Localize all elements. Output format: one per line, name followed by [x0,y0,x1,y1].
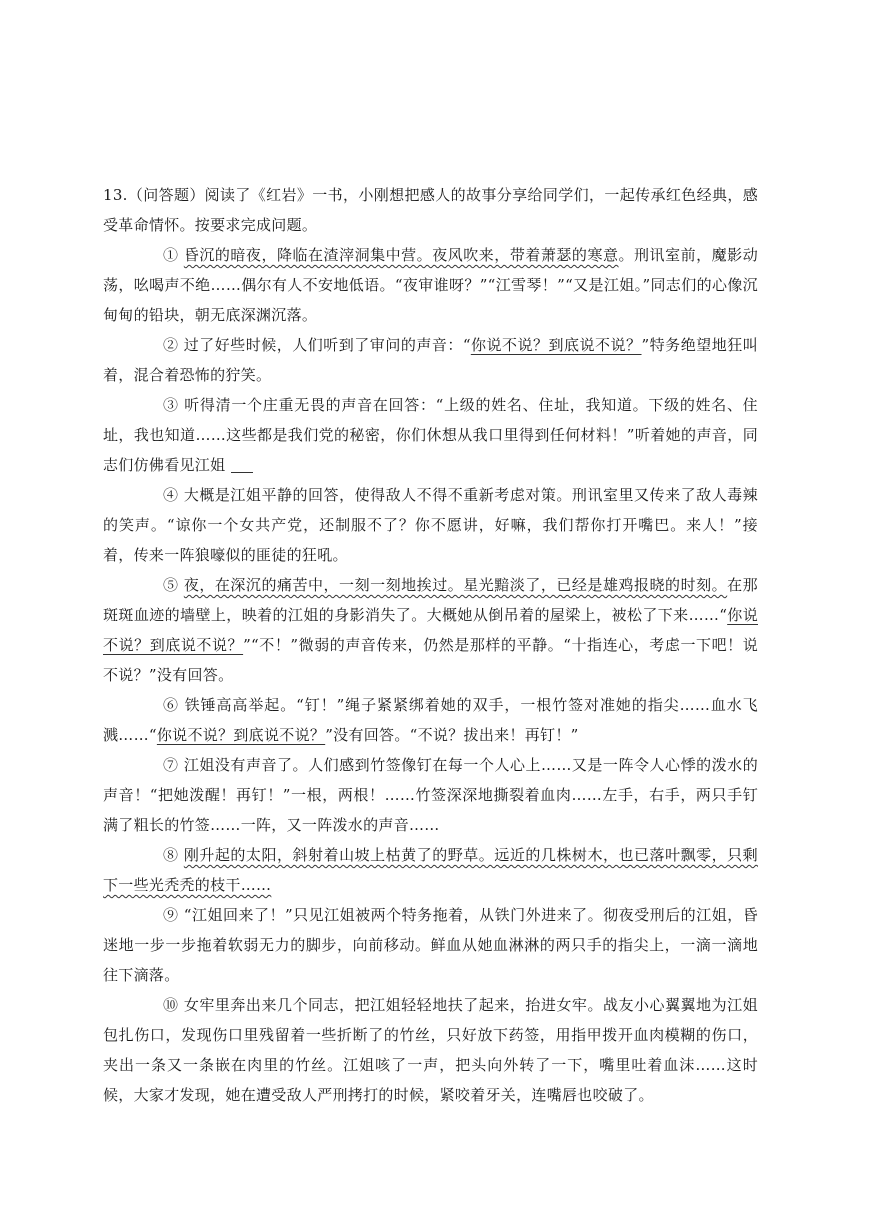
paragraph-7 [103,750,758,840]
paragraph-number: ⑤ [163,576,179,594]
paragraph-8 [103,840,758,900]
wavy-underlined-text: 昏沉的暗夜，降临在渣滓洞集中营。夜风吹来，带着萧瑟的寒意 [183,246,619,264]
paragraph-number: ② [163,336,179,354]
paragraph-10 [103,990,758,1110]
answer-blank[interactable] [231,456,253,473]
paragraph-5 [103,570,758,690]
paragraph-text: 。刑讯室前，魔影动荡，吆喝声不绝……偶尔有人不安地低语。“夜审谁呀？”“江雪琴！”“又是江姐。”同志们的心像沉甸甸的铅块，朝无底深渊沉落。 [103,246,758,324]
paragraph-number: ⑦ [163,756,179,774]
paragraph-text: 过了好些时候，人们听到了审问的声音：“ [183,336,471,354]
wavy-underlined-text: 刚升起的太阳，斜射着山坡上枯黄了的野草。远近的几株树木，也已落叶飘零，只剩下一些光秃秃的枝干…… [103,846,758,894]
paragraph-number: ③ [163,396,179,414]
paragraph-text: 江姐没有声音了。人们感到竹签像钉在每一个人心上……又是一阵令人心悸的泼水的声音！“把她泼醒！再钉！”一根，两根！……竹签深深地撕裂着血肉……左手，右手，两只手钉满了粗长的竹签……一阵，又一阵泼水的声音…… [103,756,758,834]
paragraph-text: ”“不！”微弱的声音传来，仍然是那样的平静。“十指连心，考虑一下吧！说不说？”没有回答。 [103,636,758,684]
paragraph-text: 大概是江姐平静的回答，使得敌人不得不重新考虑对策。刑讯室里又传来了敌人毒辣的笑声。“谅你一个女共产党，还制服不了？你不愿讲，好嘛，我们帮你打开嘴巴。来人！”接着，传来一阵狼嚎似的匪徒的狂吼。 [103,486,758,564]
paragraph-4 [103,480,758,570]
paragraph-number: ⑩ [163,996,179,1014]
paragraph-number: ⑨ [163,906,179,924]
paragraph-text: 听得清一个庄重无畏的声音在回答：“上级的姓名、住址，我知道。下级的姓名、住址，我也知道……这些都是我们党的秘密，你们休想从我口里得到任何材料！”听着她的声音，同志们仿佛看见江姐 [103,396,758,474]
paragraph-number: ① [163,246,179,264]
paragraph-text: ”没有回答。“不说？拔出来！再钉！” [325,726,579,744]
paragraph-number: ⑥ [163,696,179,714]
paragraph-text: “江姐回来了！”只见江姐被两个特务拖着，从铁门外进来了。彻夜受刑后的江姐，昏迷地一步一步拖着软弱无力的脚步，向前移动。鲜血从她血淋淋的两只手的指尖上，一滴一滴地往下滴落。 [103,906,758,984]
reading-passage [103,180,758,1110]
wavy-underlined-text: 夜，在深沉的痛苦中，一刻一刻地挨过。星光黯淡了，已经是雄鸡报晓的时刻。 [183,576,728,594]
paragraph-9 [103,900,758,990]
question-intro: 13.（问答题）阅读了《红岩》一书，小刚想把感人的故事分享给同学们，一起传承红色经典，感受革命情怀。按要求完成问题。 [103,186,758,234]
paragraph-3 [103,390,758,480]
paragraph-6 [103,690,758,750]
underlined-text: 你说不说？到底说不说？ [103,606,758,654]
paragraph-2 [103,330,758,390]
underlined-text: 你说不说？到底说不说？ [470,336,642,354]
paragraph-text: 在那斑斑血迹的墙壁上，映着的江姐的身影消失了。大概她从倒吊着的屋梁上，被松了下来……“ [103,576,758,624]
underlined-text: 你说不说？到底说不说？ [156,726,326,744]
paragraph-text: 女牢里奔出来几个同志，把江姐轻轻地扶了起来，抬进女牢。战友小心翼翼地为江姐包扎伤口，发现伤口里残留着一些折断了的竹丝，只好放下药签，用指甲拨开血肉模糊的伤口，夹出一条又一条嵌在肉里的竹丝。江姐咳了一声，把头向外转了一下，嘴里吐着血沫……这时候，大家才发现，她在遭受敌人严刑拷打的时候，紧咬着牙关，连嘴唇也咬破了。 [103,996,758,1104]
paragraph-number: ⑧ [163,846,179,864]
paragraph-1 [103,240,758,330]
paragraph-text: 铁锤高高举起。“钉！”绳子紧紧绑着她的双手，一根竹签对准她的指尖……血水飞溅……“ [103,696,758,744]
paragraph-number: ④ [163,486,179,504]
paragraph-text: ”特务绝望地狂叫着，混合着恐怖的狞笑。 [103,336,758,384]
